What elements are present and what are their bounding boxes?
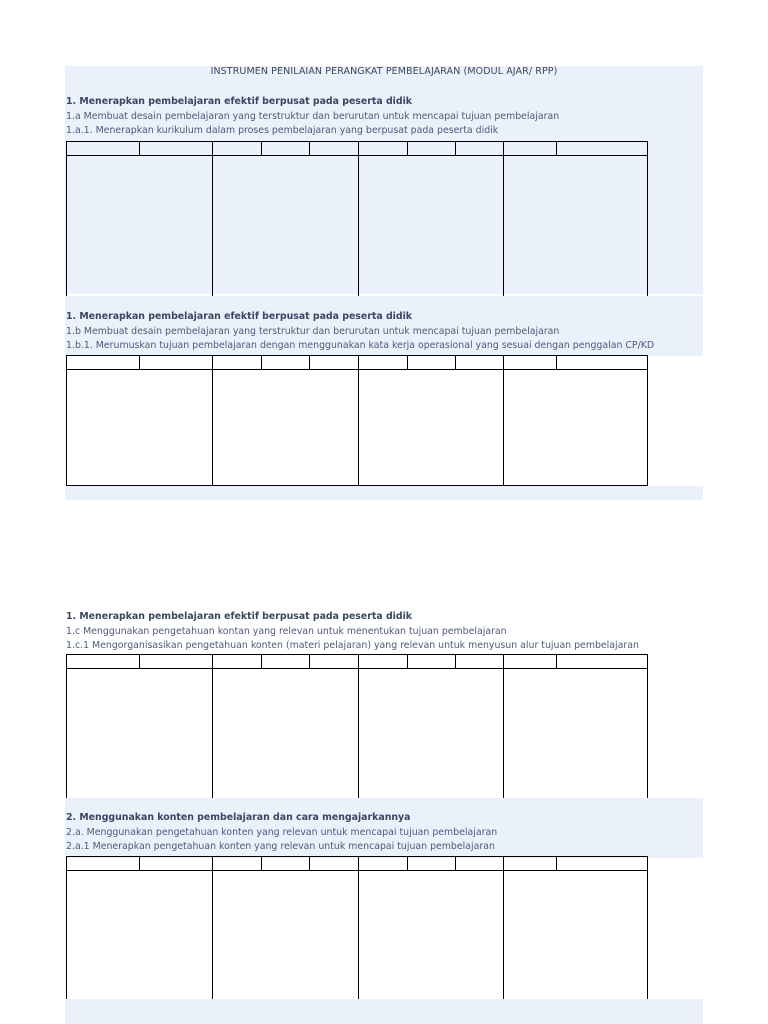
grid-column-divider <box>407 857 408 871</box>
section-indicator: 1.b.1. Merumuskan tujuan pembelajaran dengan menggunakan kata kerja operasional yang sesuai dengan penggalan CP/KD <box>66 340 655 352</box>
section-heading: 1. Menerapkan pembelajaran efektif berpusat pada peserta didik <box>66 311 413 322</box>
grid-column-divider <box>139 655 140 669</box>
grid-column-divider <box>358 356 359 485</box>
grid-column-divider <box>358 142 359 296</box>
grid-column-divider <box>309 356 310 370</box>
grid-column-divider <box>309 857 310 871</box>
section-subheading: 1.b Membuat desain pembelajaran yang terstruktur dan berurutan untuk mencapai tujuan pembelajaran <box>66 325 560 337</box>
grid-column-divider <box>455 857 456 871</box>
grid-column-divider <box>261 857 262 871</box>
section-subheading: 1.a Membuat desain pembelajaran yang terstruktur dan berurutan untuk mencapai tujuan pembelajaran <box>66 110 560 122</box>
assessment-grid-1 <box>66 141 648 296</box>
grid-column-divider <box>139 857 140 871</box>
grid-column-divider <box>309 142 310 156</box>
grid-column-divider <box>407 356 408 370</box>
grid-header-row <box>67 655 647 669</box>
grid-column-divider <box>261 142 262 156</box>
section-subheading: 1.c Menggunakan pengetahuan kontan yang relevan untuk menentukan tujuan pembelajaran <box>66 625 507 637</box>
grid-column-divider <box>407 655 408 669</box>
grid-header-row <box>67 142 647 156</box>
grid-column-divider <box>556 857 557 871</box>
assessment-grid-2 <box>66 355 648 486</box>
grid-column-divider <box>261 655 262 669</box>
grid-column-divider <box>139 356 140 370</box>
grid-column-divider <box>556 142 557 156</box>
grid-column-divider <box>358 655 359 798</box>
grid-column-divider <box>309 655 310 669</box>
grid-column-divider <box>407 142 408 156</box>
section-heading: 2. Menggunakan konten pembelajaran dan cara mengajarkannya <box>66 812 411 823</box>
section-indicator: 1.c.1 Mengorganisasikan pengetahuan konten (materi pelajaran) yang relevan untuk menyusun alur tujuan pembelajaran <box>66 640 639 652</box>
grid-column-divider <box>503 655 504 798</box>
grid-column-divider <box>139 142 140 156</box>
section-3 <box>66 610 706 654</box>
grid-header-row <box>67 857 647 871</box>
section-indicator: 2.a.1 Menerapkan pengetahuan konten yang relevan untuk mencapai tujuan pembelajaran <box>66 841 495 853</box>
section-heading: 1. Menerapkan pembelajaran efektif berpusat pada peserta didik <box>66 611 413 622</box>
grid-column-divider <box>455 142 456 156</box>
section-band-2-footer <box>65 486 703 500</box>
section-band-4-footer <box>65 999 703 1024</box>
grid-column-divider <box>503 142 504 296</box>
grid-column-divider <box>261 356 262 370</box>
grid-header-row <box>67 356 647 370</box>
section-indicator: 1.a.1. Menerapkan kurikulum dalam proses pembelajaran yang berpusat pada peserta didik <box>66 125 499 137</box>
assessment-grid-3 <box>66 654 648 798</box>
grid-column-divider <box>455 655 456 669</box>
grid-column-divider <box>212 356 213 485</box>
grid-column-divider <box>556 356 557 370</box>
document-title: INSTRUMEN PENILAIAN PERANGKAT PEMBELAJARAN (MODUL AJAR/ RPP) <box>210 66 558 77</box>
grid-column-divider <box>503 356 504 485</box>
grid-column-divider <box>212 142 213 296</box>
section-1 <box>66 95 706 139</box>
section-heading: 1. Menerapkan pembelajaran efektif berpusat pada peserta didik <box>66 96 413 107</box>
section-2 <box>66 310 706 354</box>
grid-column-divider <box>503 857 504 999</box>
grid-column-divider <box>455 356 456 370</box>
section-4 <box>66 811 706 855</box>
section-subheading: 2.a. Menggunakan pengetahuan konten yang relevan untuk mencapai tujuan pembelajaran <box>66 826 498 838</box>
grid-column-divider <box>212 655 213 798</box>
grid-column-divider <box>556 655 557 669</box>
assessment-grid-4 <box>66 856 648 999</box>
grid-column-divider <box>212 857 213 999</box>
grid-column-divider <box>358 857 359 999</box>
